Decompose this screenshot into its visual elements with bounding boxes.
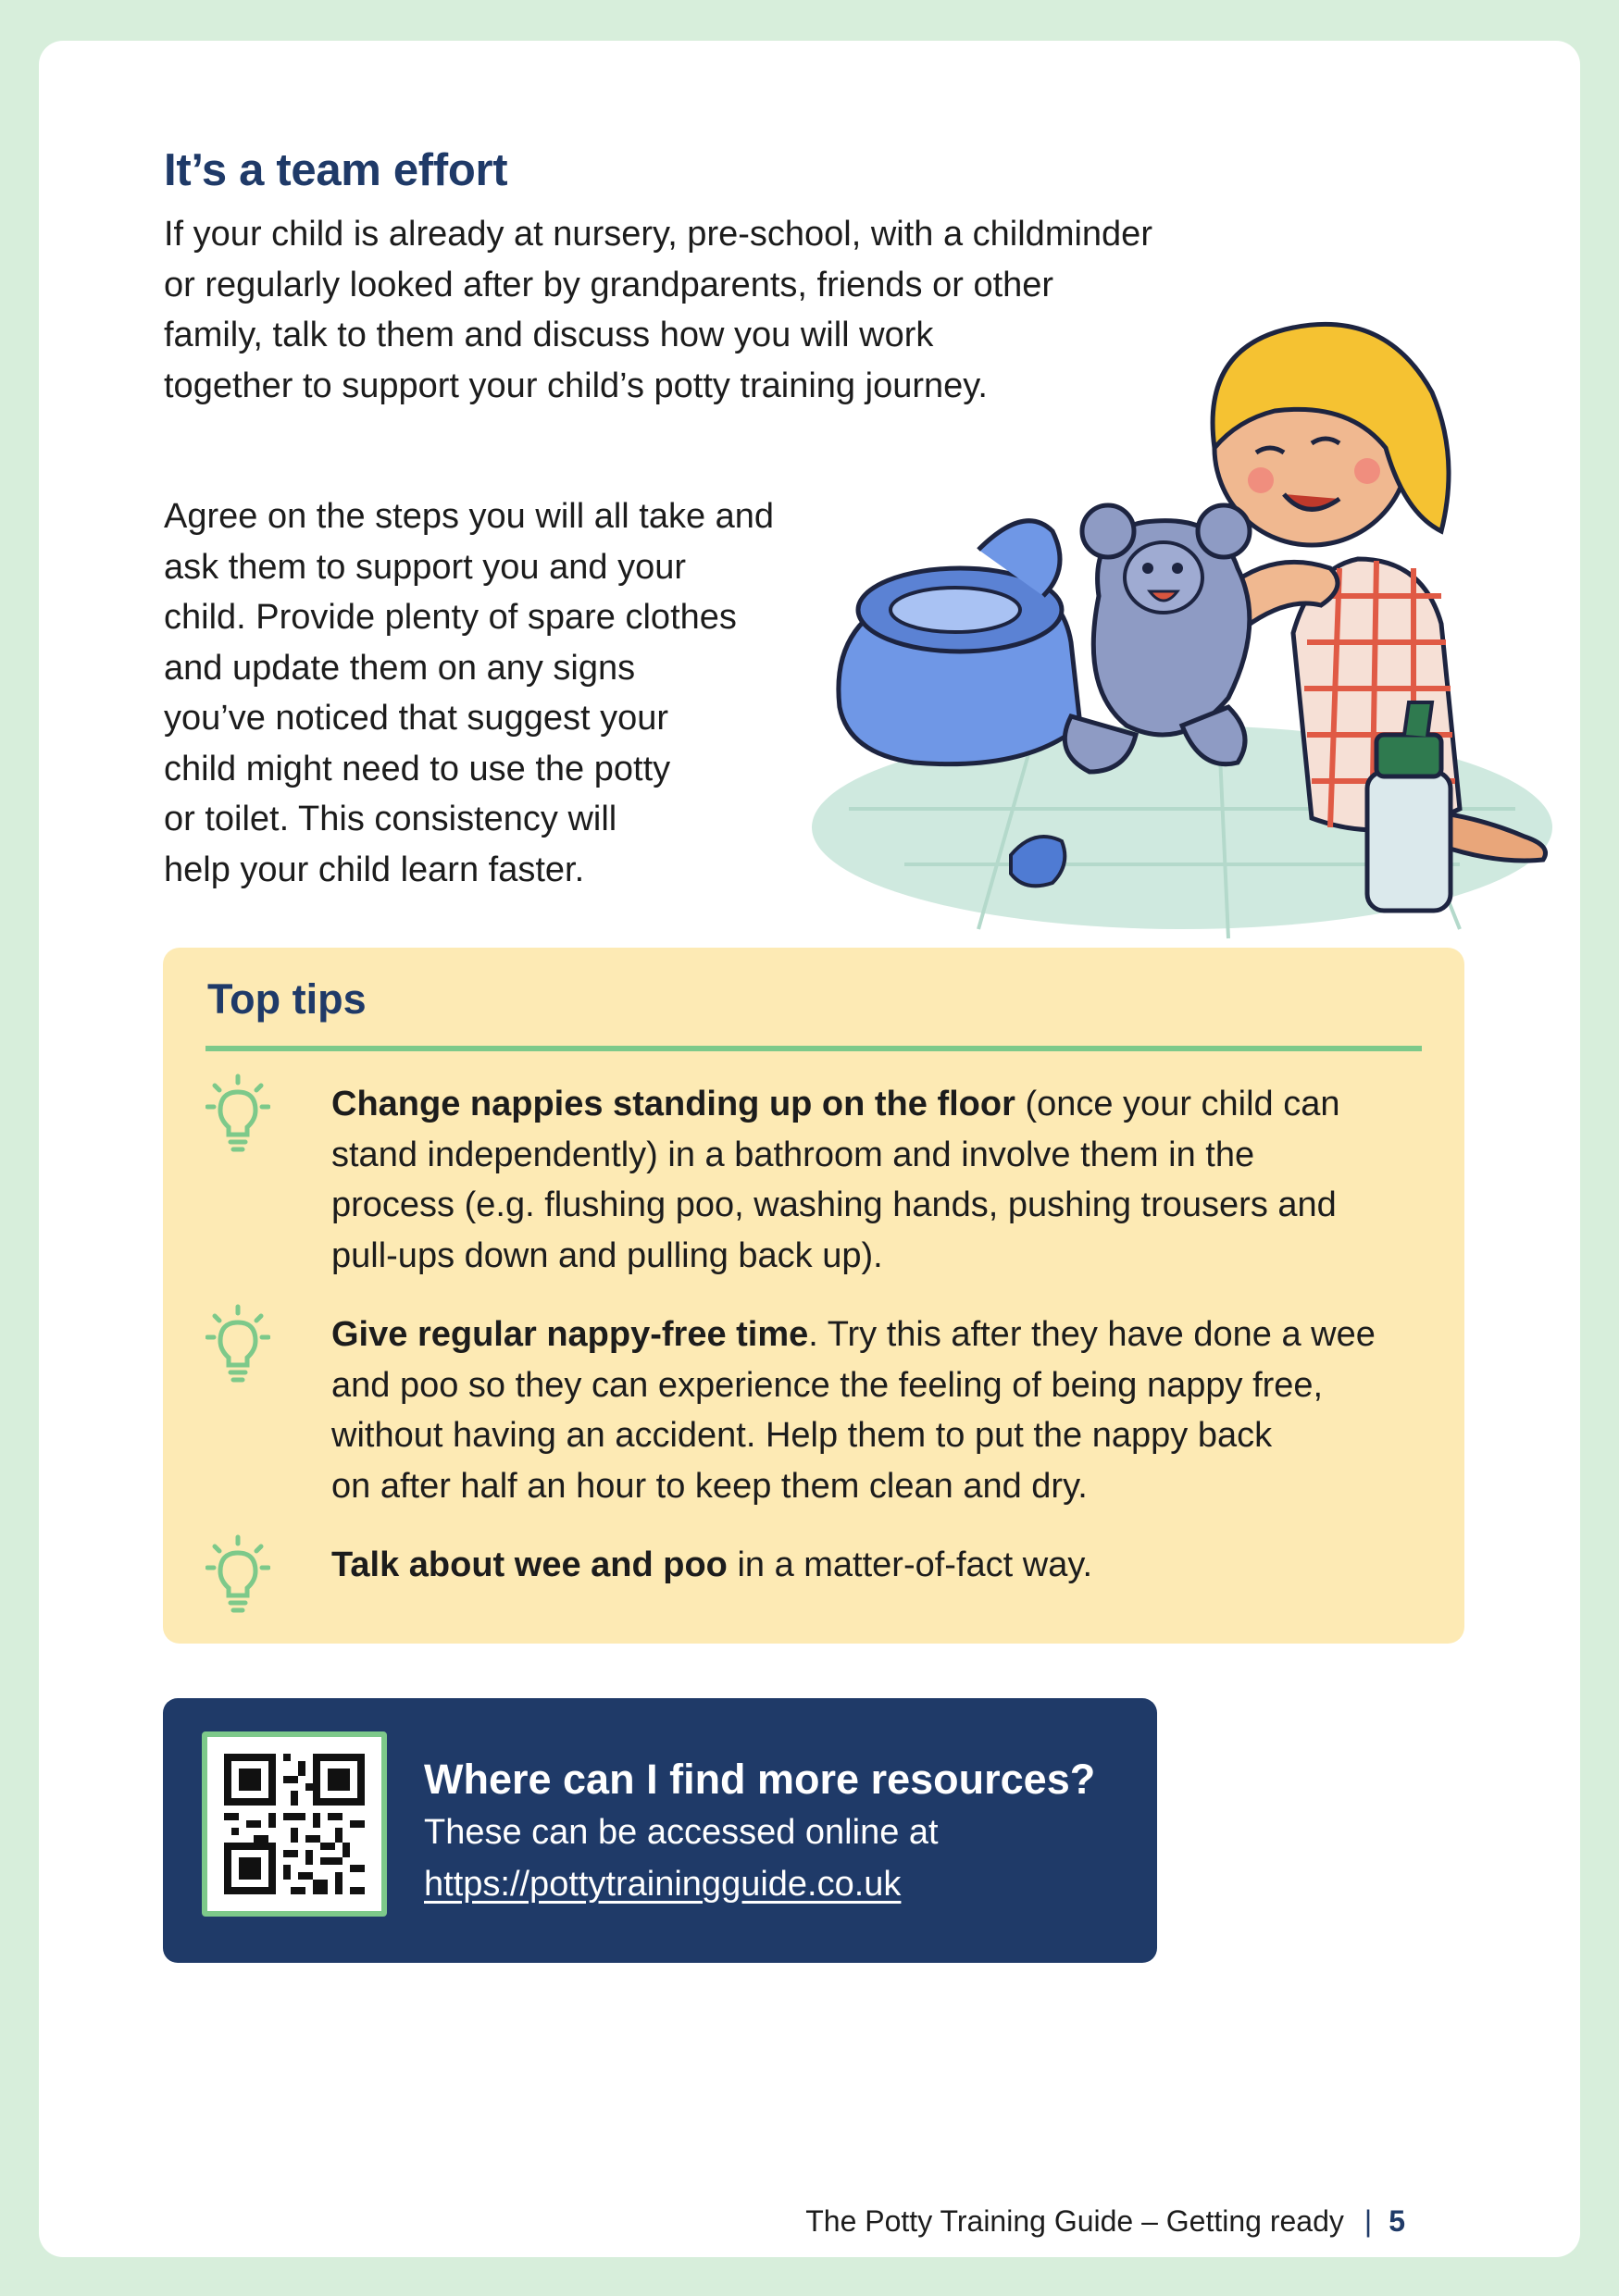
lightbulb-icon xyxy=(205,1533,270,1616)
paragraph-line: and update them on any signs xyxy=(164,648,636,688)
tips-title: Top tips xyxy=(207,975,367,1023)
paragraph-line: Agree on the steps you will all take and xyxy=(164,497,775,536)
tip-line: process (e.g. flushing poo, washing hands, pushing trousers and xyxy=(331,1185,1337,1224)
paragraph-line: you’ve noticed that suggest your xyxy=(164,699,669,738)
tip-rest: . Try this after they have done a wee xyxy=(808,1315,1376,1354)
resources-text: These can be accessed online at xyxy=(424,1813,939,1852)
paragraph-line: ask them to support you and your xyxy=(164,547,686,587)
tip-bold: Give regular nappy-free time xyxy=(331,1315,809,1354)
tip-rest: in a matter-of-fact way. xyxy=(727,1545,1093,1584)
paragraph-line: help your child learn faster. xyxy=(164,850,585,889)
footer-title: The Potty Training Guide – Getting ready xyxy=(805,2204,1344,2238)
tip-bold: Change nappies standing up on the floor xyxy=(331,1085,1015,1123)
paragraph-line: family, talk to them and discuss how you will work xyxy=(164,316,934,354)
qr-code-icon xyxy=(224,1754,365,1894)
page xyxy=(39,41,1580,2257)
tip-line: pull-ups down and pulling back up). xyxy=(331,1235,883,1275)
resources-box xyxy=(163,1698,1157,1963)
tip-line: and poo so they can experience the feeling of being nappy free, xyxy=(331,1365,1324,1405)
tip-text xyxy=(331,1079,1442,1281)
top-tips-box xyxy=(163,948,1464,1644)
tip-line: on after half an hour to keep them clean and dry. xyxy=(331,1466,1088,1506)
footer-separator: | xyxy=(1364,2204,1373,2238)
page-number: 5 xyxy=(1389,2204,1405,2238)
tip-text xyxy=(331,1540,1442,1591)
tip-bold: Talk about wee and poo xyxy=(331,1545,728,1584)
tips-divider xyxy=(205,1046,1422,1051)
paragraph-line: child might need to use the potty xyxy=(164,749,671,788)
lightbulb-icon xyxy=(205,1302,270,1385)
page-footer xyxy=(805,2204,1405,2239)
lightbulb-icon xyxy=(205,1072,270,1155)
qr-code[interactable] xyxy=(202,1731,387,1917)
section-heading: It’s a team effort xyxy=(164,145,508,195)
paragraph-line: together to support your child’s potty training journey. xyxy=(164,366,988,405)
tip-text xyxy=(331,1309,1442,1511)
resources-title: Where can I find more resources? xyxy=(424,1756,1096,1803)
child-potty-illustration-icon xyxy=(793,291,1580,957)
tip-line: without having an accident. Help them to put the nappy back xyxy=(331,1416,1273,1455)
paragraph-line: or toilet. This consistency will xyxy=(164,800,617,838)
paragraph-line: or regularly looked after by grandparents, friends or other xyxy=(164,265,1054,304)
tip-rest: (once your child can xyxy=(1015,1085,1340,1123)
child-hugging-teddy-illustration xyxy=(793,291,1580,957)
paragraph-line: child. Provide plenty of spare clothes xyxy=(164,598,737,637)
resources-link[interactable]: https://pottytrainingguide.co.uk xyxy=(424,1865,902,1904)
steps-paragraph xyxy=(164,491,886,895)
tip-line: stand independently) in a bathroom and involve them in the xyxy=(331,1135,1255,1174)
paragraph-line: If your child is already at nursery, pre-school, with a childminder xyxy=(164,215,1152,254)
